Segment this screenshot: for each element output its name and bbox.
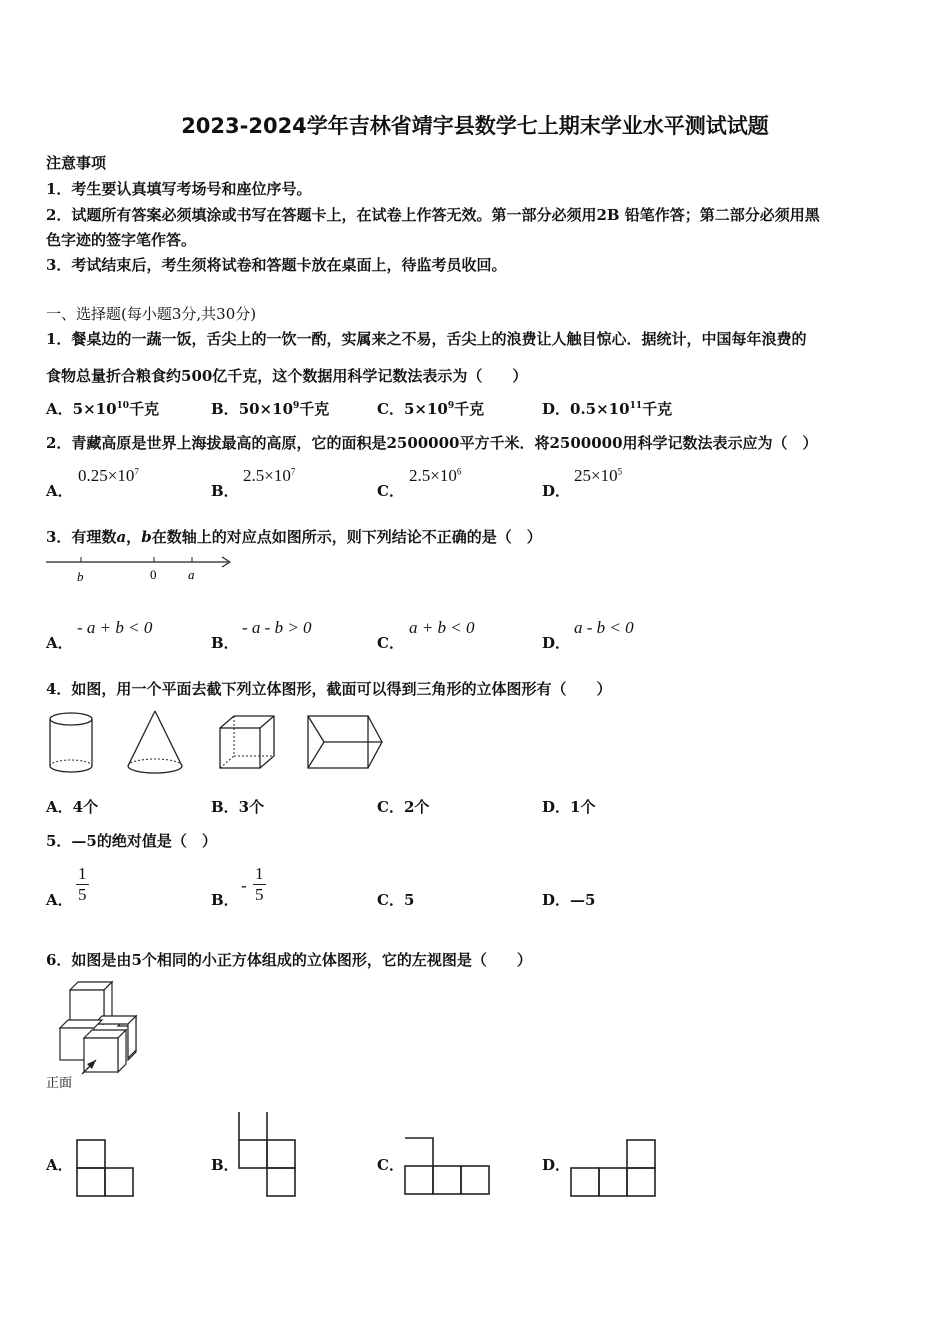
q2-a-value	[78, 466, 139, 486]
q1-option-b	[211, 398, 329, 419]
q5-d-value: —5	[570, 891, 596, 909]
q1-a-base: 5×10	[72, 400, 117, 418]
q1-c-exp: 9	[447, 401, 455, 411]
q2-c-base: 2.5×10	[409, 466, 457, 485]
q2-c-value	[409, 466, 461, 486]
q3-c-expr: a + b < 0	[409, 618, 475, 637]
q5-c-label: C．	[377, 891, 404, 909]
q3-axis-a-label: a	[188, 567, 195, 582]
q4-option-a: A．4个	[46, 798, 99, 816]
q2-stem: 2．青藏高原是世界上海拔最高的高原，它的面积是2500000平方千米．将2500000用科学记数法表示应为（ ）	[46, 434, 818, 452]
note-item-2-cont: 色字迹的签字笔作答。	[46, 231, 197, 249]
notes-heading: 注意事项	[46, 154, 107, 172]
q1-stem-line2: 食物总量折合粮食约500亿千克，这个数据用科学记数法表示为（ ）	[46, 367, 528, 385]
q5-a-numerator: 1	[78, 864, 87, 883]
q3-var-b: b	[141, 528, 152, 546]
q5-option-c	[377, 889, 414, 910]
q3-d-expr: a - b < 0	[574, 618, 634, 637]
q1-b-label: B．	[211, 400, 239, 418]
q1-option-d	[542, 398, 672, 419]
q3-a-label: A．	[46, 634, 73, 652]
q2-b-label: B．	[211, 482, 239, 500]
q3-stem-pre: 3．有理数	[46, 528, 117, 546]
q1-c-label: C．	[377, 400, 404, 418]
q2-b-base: 2.5×10	[243, 466, 291, 485]
q2-c-exp: 6	[456, 466, 462, 477]
q2-d-exp: 5	[617, 466, 623, 477]
q1-option-a	[46, 398, 159, 419]
q1-d-exp: 11	[629, 401, 643, 411]
q1-d-unit: 千克	[642, 400, 673, 418]
q6-option-d-grid	[570, 1139, 660, 1199]
q4-cube-figure	[218, 714, 276, 770]
q1-b-base: 50×10	[238, 400, 294, 418]
q3-a-expr: - a + b < 0	[77, 618, 153, 637]
q3-stem	[46, 526, 542, 547]
q4-stem: 4．如图，用一个平面去截下列立体图形，截面可以得到三角形的立体图形有（ ）	[46, 680, 612, 698]
q4-cylinder-figure	[46, 710, 96, 776]
q1-a-label: A．	[46, 400, 73, 418]
q3-axis-b-label: b	[77, 569, 84, 584]
q2-d-base: 25×10	[574, 466, 618, 485]
q6-cubes-figure	[46, 980, 142, 1076]
q6-d-label: D．	[542, 1156, 571, 1174]
q6-option-c-grid	[404, 1137, 494, 1199]
note-item-1: 1．考生要认真填写考场号和座位序号。	[46, 180, 312, 198]
q3-stem-post: 在数轴上的对应点如图所示，则下列结论不正确的是（ ）	[151, 528, 542, 546]
q6-a-label: A．	[46, 1156, 73, 1174]
q5-option-d	[542, 889, 595, 910]
q6-b-label: B．	[211, 1156, 239, 1174]
q4-option-b: B．3个	[211, 798, 265, 816]
q1-a-unit: 千克	[129, 400, 160, 418]
q4-option-c: C．2个	[377, 798, 430, 816]
note-item-2: 2．试题所有答案必须填涂或书写在答题卡上，在试卷上作答无效。第一部分必须用2B 铅笔作答；第二部分必须用黑	[46, 206, 820, 224]
section-heading: 一、选择题(每小题3分,共30分)	[46, 305, 257, 323]
q2-d-value	[574, 466, 622, 486]
q6-stem: 6．如图是由5个相同的小正方体组成的立体图形，它的左视图是（ ）	[46, 951, 532, 969]
q2-d-label: D．	[542, 482, 571, 500]
q3-comma: ，	[126, 528, 142, 546]
note-item-3: 3．考试结束后，考生须将试卷和答题卡放在桌面上，待监考员收回。	[46, 256, 507, 274]
page-title: 2023-2024学年吉林省靖宇县数学七上期末学业水平测试试题	[181, 114, 769, 138]
q3-b-label: B．	[211, 634, 239, 652]
q3-number-line	[44, 552, 234, 588]
q5-a-fraction	[76, 864, 89, 905]
q5-b-denominator: 5	[255, 885, 264, 904]
q5-c-value: 5	[403, 891, 415, 909]
q4-prism-figure	[306, 714, 384, 770]
q3-d-label: D．	[542, 634, 571, 652]
q3-c-label: C．	[377, 634, 404, 652]
q3-b-expr: - a - b > 0	[242, 618, 312, 637]
q5-b-sign: -	[241, 876, 247, 895]
q5-a-denominator: 5	[78, 885, 87, 904]
q2-a-exp: 7	[134, 466, 139, 477]
q1-b-exp: 9	[293, 401, 300, 411]
q2-b-value	[243, 466, 295, 486]
q6-front-label: 正面	[46, 1076, 73, 1091]
q2-a-base: 0.25×10	[78, 466, 135, 485]
q5-d-label: D．	[542, 891, 571, 909]
q3-axis-zero-label: 0	[150, 567, 157, 582]
q1-a-exp: 10	[116, 401, 130, 411]
q5-b-numerator: 1	[255, 864, 264, 883]
q1-stem-line1: 1．餐桌边的一蔬一饭，舌尖上的一饮一酌，实属来之不易，舌尖上的浪费让人触目惊心．据统计，中国每年浪费的	[46, 330, 807, 348]
q4-cone-figure	[124, 709, 186, 775]
q2-a-label: A．	[46, 482, 73, 500]
q6-option-b-grid	[238, 1111, 298, 1199]
q1-c-unit: 千克	[454, 400, 485, 418]
q6-c-label: C．	[377, 1156, 404, 1174]
q1-option-c	[377, 398, 484, 419]
q4-option-d: D．1个	[542, 798, 596, 816]
q1-d-label: D．	[542, 400, 571, 418]
q2-c-label: C．	[377, 482, 404, 500]
q5-b-fraction	[253, 864, 266, 905]
q5-b-label: B．	[211, 891, 239, 909]
q5-a-label: A．	[46, 891, 73, 909]
q3-var-a: a	[116, 528, 127, 546]
q1-b-unit: 千克	[299, 400, 330, 418]
q6-option-a-grid	[76, 1139, 136, 1199]
q1-c-base: 5×10	[403, 400, 448, 418]
q1-d-base: 0.5×10	[570, 400, 630, 418]
q2-b-exp: 7	[290, 466, 296, 477]
q5-stem: 5．—5的绝对值是（ ）	[46, 832, 217, 850]
